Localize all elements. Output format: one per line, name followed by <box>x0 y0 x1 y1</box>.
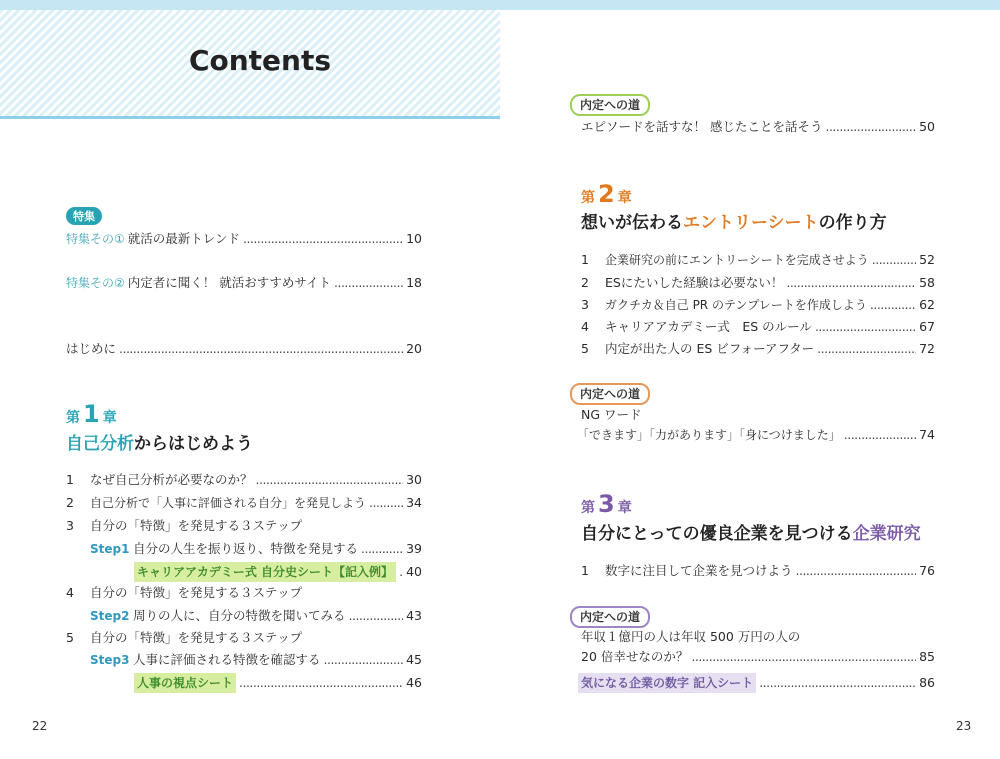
dot-leader <box>817 339 916 359</box>
road-badge-2: 内定への道 <box>570 383 650 405</box>
dot-leader <box>786 273 916 293</box>
toc-entry-road-2[interactable] <box>577 425 935 445</box>
worksheet-highlight: キャリアアカデミー式 自分史シート【記入例】 <box>134 562 396 582</box>
dot-leader <box>872 250 916 270</box>
dot-leader <box>324 650 404 670</box>
toc-entry-road-3[interactable] <box>581 647 935 667</box>
entry-text: 自己分析で「人事に評価される自分」を発見しよう <box>90 496 367 510</box>
page-ref: 50 <box>919 119 935 134</box>
dot-leader <box>334 273 403 293</box>
toc-entry-feature-1[interactable] <box>66 229 422 249</box>
dot-leader <box>239 673 403 693</box>
entry-text: 自分の人生を振り返り、特徴を発見する <box>133 541 359 556</box>
entry-text: はじめに <box>66 341 117 356</box>
entry-text: 人事に評価される特徴を確認する <box>133 652 321 667</box>
chapter-2-number: 第 2 章 <box>581 180 632 208</box>
feature-prefix: 特集その② <box>66 276 125 290</box>
page-ref: 34 <box>406 495 422 510</box>
toc-entry-2-4[interactable]: 4 キャリアアカデミー式 ES のルール ..... 67 <box>581 317 935 337</box>
toc-entry-3-1[interactable]: 1 数字に注目して企業を見つけよう ..... 76 <box>581 561 935 581</box>
feature-tag: 特集 <box>66 207 102 225</box>
road-2-line-1: NG ワード <box>581 407 642 422</box>
page-ref: 67 <box>919 319 935 334</box>
page-ref: 86 <box>919 675 935 690</box>
dot-leader <box>243 229 403 249</box>
toc-entry-1-1[interactable]: 1 なぜ自己分析が必要なのか？ ..... 30 <box>66 470 422 490</box>
entry-text: 内定が出た人の ES ビフォーアフター <box>605 341 815 356</box>
page-number-left: 22 <box>32 719 48 733</box>
chapter-3-number: 第 3 章 <box>581 490 632 518</box>
entry-text: 就活の最新トレンド <box>127 231 240 246</box>
dot-leader <box>361 539 403 559</box>
dot-leader <box>119 339 403 359</box>
dot-leader <box>825 117 916 137</box>
step-label: Step3 <box>90 653 130 667</box>
page-ref: 30 <box>406 472 422 487</box>
chapter-title-pre: 想いが伝わる <box>581 213 683 233</box>
feature-prefix: 特集その① <box>66 232 125 246</box>
page-ref: 58 <box>919 275 935 290</box>
page-ref: 72 <box>919 341 935 356</box>
chapter-3-title[interactable] <box>581 519 921 544</box>
worksheet-highlight: 人事の視点シート <box>134 673 236 693</box>
toc-entry-1-3[interactable]: 3 自分の「特徴」を発見する３ステップ <box>66 516 422 536</box>
road-3-line-1: 年収１億円の人は年収 500 万円の人の <box>581 629 801 644</box>
dot-leader <box>691 647 916 667</box>
entry-text: ESにたいした経験は必要ない！ <box>605 275 784 290</box>
toc-entry-1-5[interactable]: 5 自分の「特徴」を発見する３ステップ <box>66 628 422 648</box>
toc-entry-step1[interactable] <box>90 539 422 559</box>
entry-text: ガクチカ＆自己 PR のテンプレートを作成しよう <box>605 298 867 312</box>
page-ref: 40 <box>406 564 422 579</box>
page-ref: 10 <box>406 231 422 246</box>
toc-entry-2-5[interactable]: 5 内定が出た人の ES ビフォーアフター ..... 72 <box>581 339 935 359</box>
page-ref: 85 <box>919 649 935 664</box>
entry-text: 数字に注目して企業を見つけよう <box>605 563 793 578</box>
page-ref: 43 <box>406 608 422 623</box>
entry-text: 自分の「特徴」を発見する３ステップ <box>90 585 303 600</box>
page-ref: 74 <box>919 427 935 442</box>
toc-entry-1-4[interactable]: 4 自分の「特徴」を発見する３ステップ <box>66 583 422 603</box>
title-underline <box>0 116 500 119</box>
top-color-strip <box>0 0 1000 10</box>
chapter-title-post: の作り方 <box>818 213 887 233</box>
toc-entry-sheet-hr[interactable] <box>134 673 422 693</box>
chapter-title-highlight: 自己分析 <box>66 434 134 454</box>
toc-entry-2-3[interactable]: 3 ガクチカ＆自己 PR のテンプレートを作成しよう ..... 62 <box>581 295 935 315</box>
road-badge-3: 内定への道 <box>570 606 650 628</box>
entry-text: 自分の「特徴」を発見する３ステップ <box>90 630 303 645</box>
entry-text: 20 倍幸せなのか？ <box>581 649 689 664</box>
dot-leader <box>349 606 404 626</box>
entry-text: キャリアアカデミー式 ES のルール <box>605 319 812 334</box>
chapter-title-pre: 自分にとっての優良企業を見つける <box>581 524 853 544</box>
dot-leader <box>815 317 916 337</box>
chapter-1-title[interactable] <box>66 429 253 454</box>
worksheet-highlight: 気になる企業の数字 記入シート <box>578 673 756 693</box>
dot-leader <box>399 562 403 582</box>
entry-text: 周りの人に、自分の特徴を聞いてみる <box>133 608 346 623</box>
road-badge-1: 内定への道 <box>570 94 650 116</box>
page-ref: 76 <box>919 563 935 578</box>
page-ref: 39 <box>406 541 422 556</box>
toc-entry-sheet-history[interactable] <box>134 562 422 582</box>
toc-entry-feature-2[interactable] <box>66 273 422 293</box>
toc-entry-2-2[interactable]: 2 ESにたいした経験は必要ない！ ..... 58 <box>581 273 935 293</box>
dot-leader <box>759 673 916 693</box>
page-ref: 45 <box>406 652 422 667</box>
step-label: Step1 <box>90 542 130 556</box>
entry-text: 内定者に聞く！ 就活おすすめサイト <box>127 275 331 290</box>
chapter-2-title[interactable] <box>581 208 887 233</box>
chapter-title-rest: からはじめよう <box>134 434 253 454</box>
entry-text: 企業研究の前にエントリーシートを完成させよう <box>605 253 869 267</box>
page-ref: 52 <box>919 252 935 267</box>
toc-entry-step3[interactable] <box>90 650 422 670</box>
dot-leader <box>256 470 404 490</box>
toc-entry-sheet-company[interactable] <box>578 673 935 693</box>
toc-entry-intro[interactable] <box>66 339 422 359</box>
page-ref: 46 <box>406 675 422 690</box>
entry-text: なぜ自己分析が必要なのか？ <box>90 472 253 487</box>
dot-leader <box>369 493 403 513</box>
dot-leader <box>796 561 917 581</box>
chapter-title-highlight: 企業研究 <box>852 524 921 544</box>
dot-leader <box>870 295 916 315</box>
page-ref: 18 <box>406 275 422 290</box>
page-ref: 20 <box>406 341 422 356</box>
page-ref: 62 <box>919 297 935 312</box>
entry-text: エピソードを話すな！ 感じたことを話そう <box>581 119 823 134</box>
page-title: Contents <box>188 44 332 77</box>
dot-leader <box>844 425 916 445</box>
chapter-1-number: 第 1 章 <box>66 400 117 428</box>
page-number-right: 23 <box>956 719 972 733</box>
entry-text: 「できます」「力があります」「身につけました」 <box>577 428 841 442</box>
step-label: Step2 <box>90 609 130 623</box>
toc-entry-2-1[interactable]: 1 企業研究の前にエントリーシートを完成させよう ..... 52 <box>581 250 935 270</box>
toc-entry-step2[interactable] <box>90 606 422 626</box>
toc-entry-road-1[interactable] <box>581 117 935 137</box>
toc-entry-1-2[interactable]: 2 自己分析で「人事に評価される自分」を発見しよう ..... 34 <box>66 493 422 513</box>
chapter-title-highlight: エントリーシート <box>683 213 819 233</box>
entry-text: 自分の「特徴」を発見する３ステップ <box>90 518 303 533</box>
